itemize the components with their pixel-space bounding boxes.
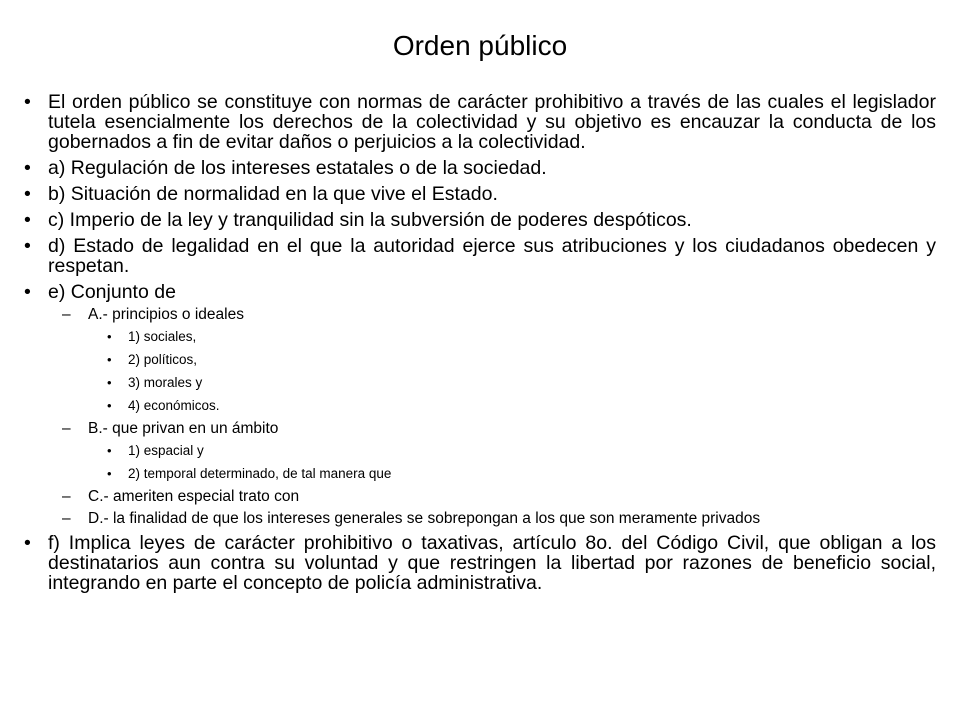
- dash-mark: –: [62, 420, 71, 437]
- bullet-text: b) Situación de normalidad en la que vive el Estado.: [48, 183, 498, 205]
- subsubitem-e-b-1: [24, 443, 936, 459]
- subsubitem-text: 2) temporal determinado, de tal manera que: [128, 466, 392, 481]
- bullet-mark: •: [24, 183, 31, 205]
- bullet-e: [24, 282, 936, 302]
- bullet-text: e) Conjunto de: [48, 281, 176, 303]
- bullet-f: [24, 533, 936, 593]
- subitem-text: D.- la finalidad de que los intereses generales se sobrepongan a los que son meramente privados: [88, 510, 761, 527]
- subitem-e-a: [24, 307, 936, 323]
- bullet-text: c) Imperio de la ley y tranquilidad sin la subversión de poderes despóticos.: [48, 209, 692, 231]
- bullet-intro: [24, 92, 936, 152]
- subitem-e-b: [24, 421, 936, 437]
- subitem-text: B.- que privan en un ámbito: [88, 420, 279, 437]
- bullet-mark: •: [24, 209, 31, 231]
- subitem-text: A.- principios o ideales: [88, 306, 244, 323]
- subsubitem-text: 1) espacial y: [128, 443, 204, 458]
- bullet-mark: •: [24, 532, 31, 554]
- bullet-mark: •: [107, 375, 112, 390]
- slide-title: Orden público: [392, 30, 568, 61]
- bullet-mark: •: [24, 235, 31, 257]
- bullet-mark: •: [24, 281, 31, 303]
- subsubitem-text: 4) económicos.: [128, 398, 220, 413]
- subitem-e-d: [24, 511, 936, 527]
- subsubitem-text: 2) políticos,: [128, 352, 198, 367]
- subitem-text: C.- ameriten especial trato con: [88, 488, 300, 505]
- bullet-mark: •: [107, 443, 112, 458]
- subsubitem-text: 3) morales y: [128, 375, 203, 390]
- dash-mark: –: [62, 488, 71, 505]
- bullet-mark: •: [107, 352, 112, 367]
- dash-mark: –: [62, 510, 71, 527]
- subitem-e-c: [24, 489, 936, 505]
- bullet-text: f) Implica leyes de carácter prohibitivo o taxativas, artículo 8o. del Código Civil, que obligan a los destinatarios aun contra su voluntad y que restringen la libertad por razones de beneficio social, integrando en parte el concepto de policía administrativa.: [48, 532, 936, 594]
- bullet-text: El orden público se constituye con normas de carácter prohibitivo a través de las cuales el legislador tutela esencialmente los derechos de la colectividad y su objetivo es encauzar la conducta de los gobernados a fin de evitar daños o perjuicios a la colectividad.: [48, 91, 936, 153]
- subsubitem-e-b-2: [24, 466, 936, 482]
- bullet-mark: •: [24, 157, 31, 179]
- subsubitem-e-a-1: [24, 329, 936, 345]
- bullet-c: [24, 210, 936, 230]
- subsubitem-e-a-4: [24, 398, 936, 414]
- bullet-mark: •: [107, 466, 112, 481]
- bullet-text: a) Regulación de los intereses estatales o de la sociedad.: [48, 157, 547, 179]
- bullet-d: [24, 236, 936, 276]
- bullet-mark: •: [107, 329, 112, 344]
- bullet-b: [24, 184, 936, 204]
- dash-mark: –: [62, 306, 71, 323]
- bullet-mark: •: [107, 398, 112, 413]
- subsubitem-text: 1) sociales,: [128, 329, 197, 344]
- slide-content: [24, 92, 936, 599]
- subsubitem-e-a-3: [24, 375, 936, 391]
- subsubitem-e-a-2: [24, 352, 936, 368]
- bullet-mark: •: [24, 91, 31, 113]
- bullet-text: d) Estado de legalidad en el que la autoridad ejerce sus atribuciones y los ciudadanos obedecen y respetan.: [48, 235, 936, 277]
- bullet-a: [24, 158, 936, 178]
